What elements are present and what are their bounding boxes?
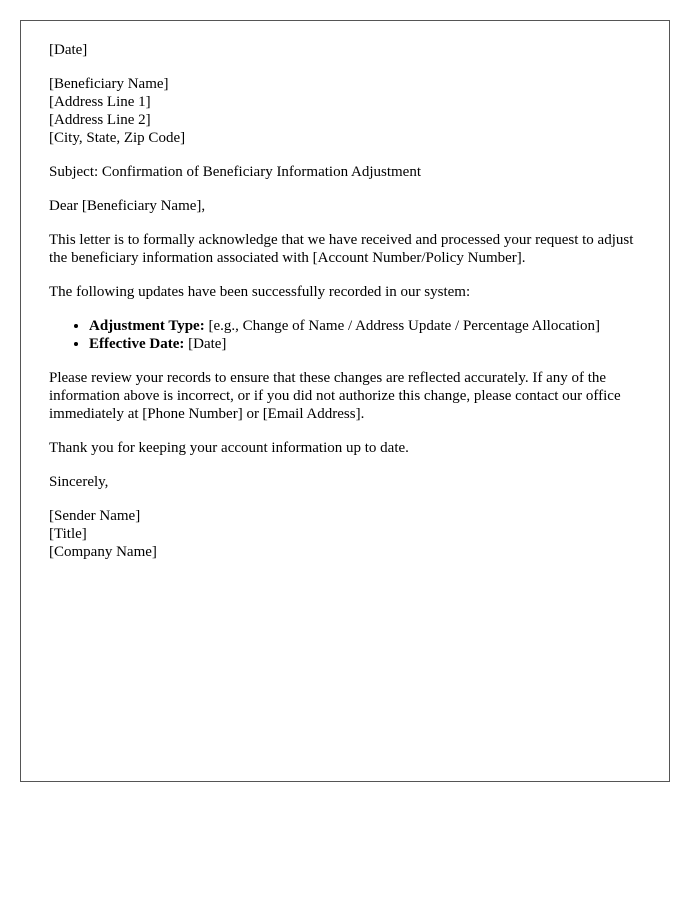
- sender-name: [Sender Name]: [49, 508, 141, 524]
- address-line-2: [Address Line 2]: [49, 112, 151, 128]
- city-state-zip: [City, State, Zip Code]: [49, 130, 186, 146]
- signature-block: [49, 507, 649, 561]
- updates-list: [49, 317, 649, 353]
- item-label: Adjustment Type:: [89, 318, 205, 334]
- list-item: [89, 317, 649, 335]
- recipient-address: [49, 75, 649, 147]
- item-value: [Date]: [184, 336, 227, 352]
- company-name: [Company Name]: [49, 544, 157, 560]
- letter: [20, 20, 670, 782]
- paragraph-1: This letter is to formally acknowledge that we have received and processed your request to adjust the beneficiary information associated with [Account Number/Policy Number].: [49, 232, 634, 266]
- paragraph-2: The following updates have been successfully recorded in our system:: [49, 284, 471, 300]
- date: [Date]: [49, 42, 88, 58]
- address-line-1: [Address Line 1]: [49, 94, 151, 110]
- item-value: [e.g., Change of Name / Address Update / Percentage Allocation]: [204, 318, 600, 334]
- list-item: [89, 335, 649, 353]
- sender-title: [Title]: [49, 526, 87, 542]
- paragraph-3: Please review your records to ensure that these changes are reflected accurately. If any of the information above is incorrect, or if you did not authorize this change, please contact our office immediately at [Phone Number] or [Email Address].: [49, 370, 621, 422]
- closing: Sincerely,: [49, 474, 109, 490]
- paragraph-4: Thank you for keeping your account information up to date.: [49, 440, 409, 456]
- item-label: Effective Date:: [89, 336, 185, 352]
- recipient-name: [Beneficiary Name]: [49, 76, 169, 92]
- subject: Subject: Confirmation of Beneficiary Information Adjustment: [49, 164, 422, 180]
- salutation: Dear [Beneficiary Name],: [49, 198, 206, 214]
